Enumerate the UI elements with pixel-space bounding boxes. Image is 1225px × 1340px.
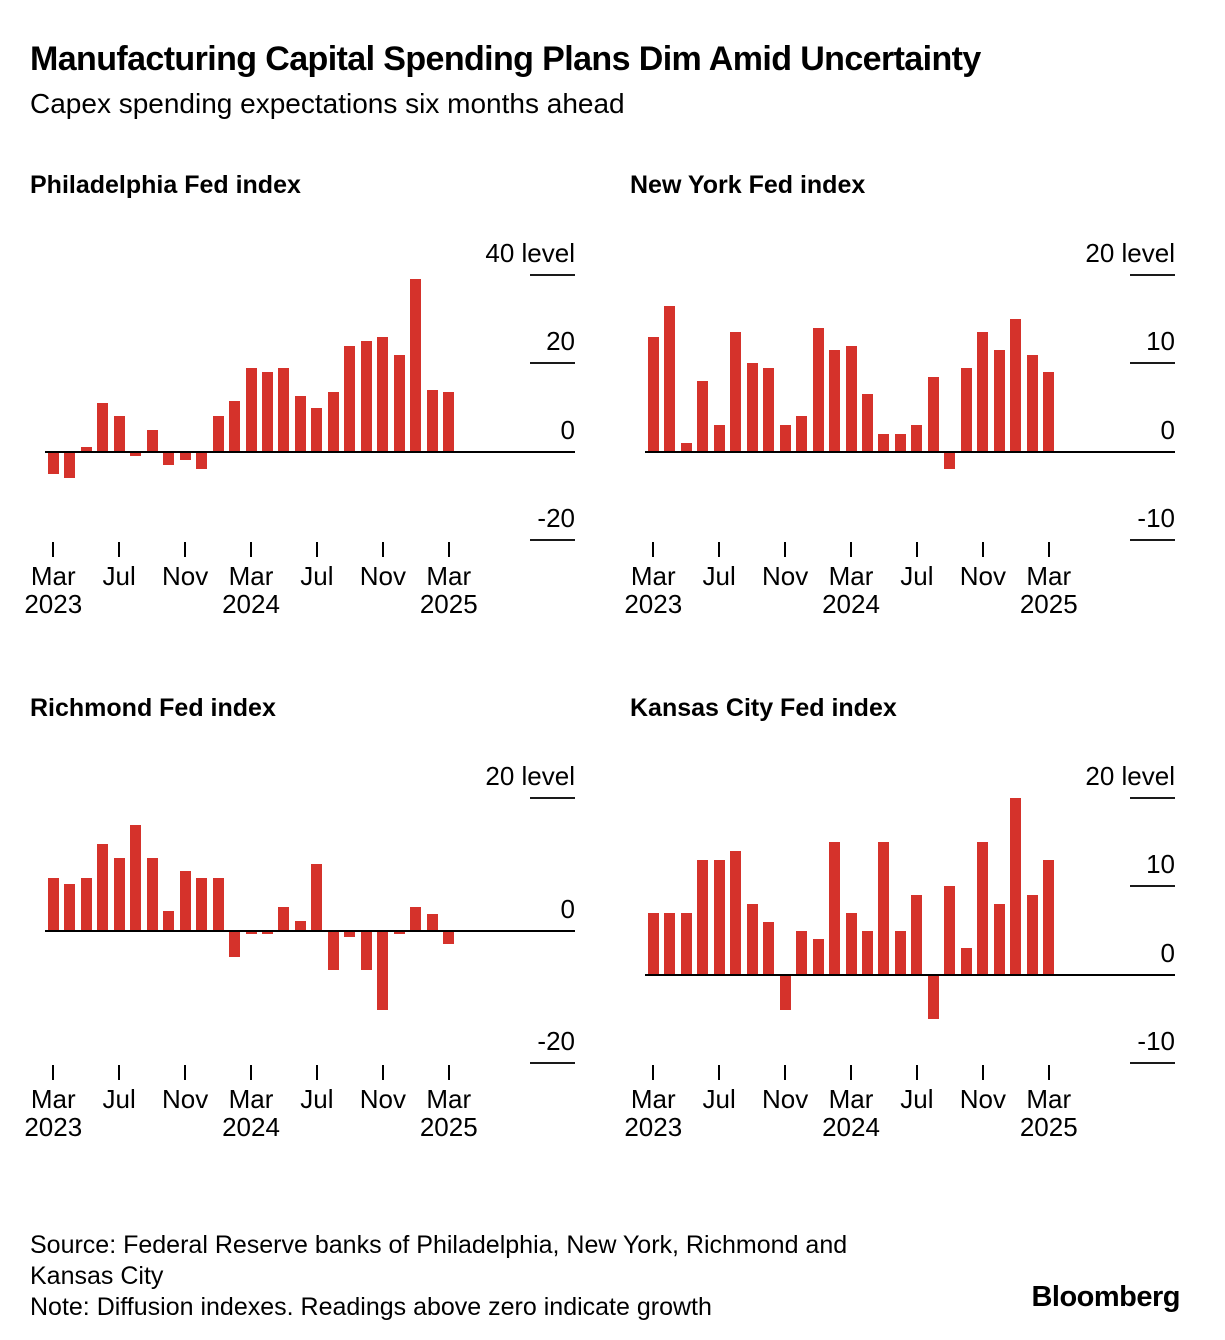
richmond-plot-area [24,761,575,1142]
bar-sep-2023 [147,430,158,452]
x-axis-label-month: Mar [426,1084,472,1114]
source-line-1: Source: Federal Reserve banks of Philadelphia, New York, Richmond and [30,1231,848,1259]
bar-jan-2025 [1010,798,1021,975]
x-axis-tick [250,542,252,557]
bar-mar-2023 [48,452,59,474]
x-axis-label-year: 2024 [222,1112,280,1142]
x-axis-label-month: Jul [102,561,136,591]
bar-nov-2023 [180,871,191,931]
bar-feb-2025 [427,914,438,931]
bar-sep-2024 [344,346,355,452]
page-subtitle: Capex spending expectations six months ahead [30,88,625,119]
bar-dec-2023 [796,416,807,451]
bar-jun-2024 [895,434,906,452]
bar-oct-2023 [163,452,174,465]
x-axis-label-month: Mar [630,1084,676,1114]
x-axis-label-month: Mar [828,561,874,591]
x-axis-tick [652,1065,654,1080]
bar-mar-2025 [1043,372,1054,452]
bar-sep-2024 [944,452,955,470]
x-axis-label-month: Jul [300,1084,334,1114]
x-axis-label-month: Nov [959,561,1006,591]
bar-apr-2023 [664,306,675,452]
bar-apr-2024 [862,394,873,451]
x-axis-label-month: Mar [228,1084,274,1114]
y-axis-label: -10 [1137,503,1175,533]
bar-nov-2023 [180,452,191,461]
bar-feb-2025 [1027,895,1038,975]
x-axis-label-month: Mar [426,561,472,591]
y-gridline-dash [530,797,575,799]
bar-mar-2025 [1043,860,1054,975]
bar-jul-2023 [114,416,125,451]
bar-sep-2023 [747,363,758,451]
x-axis-label-year: 2025 [1019,589,1078,619]
bar-jan-2025 [410,907,421,930]
x-axis-tick [448,1065,450,1080]
bar-apr-2023 [664,913,675,975]
y-axis-label: 10 [1146,849,1175,880]
y-gridline-dash [530,1062,575,1064]
bar-dec-2024 [394,355,405,452]
bar-oct-2024 [361,931,372,971]
bar-jul-2024 [311,864,322,930]
y-axis-label: 0 [1160,414,1175,445]
kansas-city-plot-area [624,761,1175,1142]
bar-mar-2025 [443,392,454,452]
y-axis-label: 0 [560,893,575,924]
y-gridline-dash [1130,797,1175,799]
bar-jul-2023 [714,860,725,975]
bar-mar-2024 [846,913,857,975]
x-axis-tick [316,542,318,557]
x-axis-tick [52,1065,54,1080]
bar-aug-2024 [328,392,339,452]
x-axis-label-month: Jul [702,561,736,591]
bar-jan-2024 [213,416,224,451]
bar-jul-2023 [114,858,125,931]
y-axis-label: 20 [546,326,575,357]
bar-aug-2024 [328,931,339,971]
x-axis-tick [784,1065,786,1080]
x-axis-label-month: Nov [359,561,406,591]
x-axis-label-year: 2023 [24,589,83,619]
bar-nov-2024 [377,931,388,1011]
x-axis-label-year: 2024 [822,589,880,619]
x-axis-label-year: 2025 [1019,1112,1078,1142]
y-gridline-dash [1130,274,1175,276]
x-axis-label-month: Mar [1026,561,1072,591]
x-axis-label-month: Mar [1026,1084,1072,1114]
bar-mar-2024 [846,346,857,452]
bar-may-2023 [81,878,92,931]
x-axis-label-month: Nov [761,1084,809,1114]
bar-mar-2024 [246,368,257,452]
x-axis-tick [448,542,450,557]
bar-mar-2023 [648,337,659,452]
y-axis-label: -20 [537,503,575,533]
y-gridline-dash [530,362,575,364]
zero-axis-line [45,451,575,453]
bar-aug-2024 [928,975,939,1019]
bar-oct-2023 [763,922,774,975]
bar-may-2024 [278,907,289,930]
y-axis-label: 0 [560,414,575,445]
y-gridline-dash [1130,885,1175,887]
x-axis-label-month: Mar [30,1084,76,1114]
x-axis-tick [1048,1065,1050,1080]
x-axis-tick [316,1065,318,1080]
x-axis-tick [982,1065,984,1080]
x-axis-label-month: Jul [900,1084,934,1114]
bar-feb-2025 [1027,355,1038,452]
x-axis-tick [982,542,984,557]
x-axis-label-year: 2024 [822,1112,880,1142]
bar-may-2024 [878,434,889,452]
bar-oct-2023 [163,911,174,931]
bloomberg-logo: Bloomberg [1031,1281,1180,1313]
bar-dec-2023 [196,452,207,470]
y-axis-label: 20 level [1085,761,1175,791]
bar-jul-2023 [714,425,725,452]
x-axis-tick [916,542,918,557]
bar-mar-2025 [443,931,454,944]
page-title: Manufacturing Capital Spending Plans Dim Amid Uncertainty [30,40,981,78]
bar-may-2024 [878,842,889,975]
y-gridline-dash [530,274,575,276]
bar-nov-2023 [780,425,791,452]
y-axis-label: 0 [1160,937,1175,968]
bar-sep-2023 [147,858,158,931]
x-axis-tick [184,542,186,557]
bar-oct-2024 [961,368,972,452]
bar-jun-2023 [697,381,708,452]
x-axis-tick [784,542,786,557]
x-axis-tick [850,542,852,557]
bar-dec-2023 [796,931,807,975]
x-axis-tick [118,1065,120,1080]
x-axis-tick [718,1065,720,1080]
bar-jan-2024 [213,878,224,931]
bar-apr-2024 [862,931,873,975]
bar-oct-2024 [361,341,372,451]
bar-apr-2023 [64,884,75,930]
new-york-plot-area [624,238,1175,619]
bar-feb-2025 [427,390,438,452]
chart-panel-kansas-city-fed [620,688,1205,1158]
bar-aug-2023 [730,851,741,975]
x-axis-tick [184,1065,186,1080]
y-axis-label: -20 [537,1026,575,1056]
x-axis-label-month: Nov [761,561,809,591]
bar-dec-2023 [196,878,207,931]
y-gridline-dash [530,539,575,541]
bar-nov-2024 [977,842,988,975]
y-axis-label: 40 level [485,238,575,268]
y-axis-label: 20 level [485,761,575,791]
chart-title-kansas-city: Kansas City Fed index [630,694,897,722]
bar-jun-2024 [895,931,906,975]
x-axis-label-year: 2024 [222,589,280,619]
x-axis-label-year: 2023 [624,1112,683,1142]
bar-oct-2023 [763,368,774,452]
x-axis-tick [382,542,384,557]
bar-may-2024 [278,368,289,452]
x-axis-label-year: 2023 [624,589,683,619]
y-gridline-dash [1130,1062,1175,1064]
bar-jun-2023 [97,844,108,930]
bar-mar-2023 [48,878,59,931]
bar-feb-2024 [829,842,840,975]
bar-sep-2024 [944,886,955,974]
bar-aug-2023 [730,332,741,451]
bar-apr-2023 [64,452,75,479]
bar-sep-2023 [747,904,758,975]
x-axis-tick [52,542,54,557]
x-axis-label-year: 2025 [419,589,478,619]
x-axis-label-month: Nov [359,1084,406,1114]
bar-jan-2025 [1010,319,1021,452]
zero-axis-line [645,451,1175,453]
bar-oct-2024 [961,948,972,975]
x-axis-tick [118,542,120,557]
bar-feb-2024 [229,401,240,452]
y-gridline-dash [1130,539,1175,541]
x-axis-label-month: Jul [900,561,934,591]
x-axis-label-year: 2025 [419,1112,478,1142]
bar-may-2023 [681,913,692,975]
philadelphia-plot-area [24,238,575,619]
chart-panel-new-york-fed [620,165,1205,635]
bar-feb-2024 [229,931,240,958]
bar-aug-2024 [928,377,939,452]
zero-axis-line [645,974,1175,976]
bar-jun-2024 [295,396,306,451]
bar-jun-2023 [97,403,108,452]
bar-apr-2024 [262,372,273,452]
x-axis-label-month: Mar [828,1084,874,1114]
x-axis-label-month: Nov [161,1084,209,1114]
bar-nov-2023 [780,975,791,1010]
bar-jan-2024 [813,328,824,452]
x-axis-tick [916,1065,918,1080]
bar-aug-2023 [130,825,141,931]
bar-jul-2024 [911,895,922,975]
zero-axis-line [45,930,575,932]
x-axis-label-month: Mar [30,561,76,591]
chart-title-philadelphia: Philadelphia Fed index [30,171,301,199]
bar-nov-2024 [377,337,388,452]
x-axis-label-month: Nov [959,1084,1006,1114]
bar-jul-2024 [911,425,922,452]
y-axis-label: -10 [1137,1026,1175,1056]
x-axis-label-month: Mar [228,561,274,591]
y-axis-label: 10 [1146,326,1175,357]
bar-dec-2024 [994,350,1005,452]
bar-dec-2024 [994,904,1005,975]
x-axis-label-month: Jul [300,561,334,591]
bar-jan-2025 [410,279,421,451]
note-line: Note: Diffusion indexes. Readings above zero indicate growth [30,1293,712,1321]
chart-title-new-york: New York Fed index [630,171,866,199]
x-axis-tick [718,542,720,557]
x-axis-tick [382,1065,384,1080]
chart-panel-richmond-fed [20,688,605,1158]
y-gridline-dash [1130,362,1175,364]
chart-title-richmond: Richmond Fed index [30,694,276,722]
footer [30,1230,847,1323]
x-axis-label-month: Nov [161,561,209,591]
x-axis-tick [250,1065,252,1080]
bar-mar-2023 [648,913,659,975]
x-axis-tick [850,1065,852,1080]
x-axis-label-month: Mar [630,561,676,591]
y-axis-label: 20 level [1085,238,1175,268]
bar-jan-2024 [813,939,824,974]
x-axis-label-month: Jul [702,1084,736,1114]
source-line-2: Kansas City [30,1262,164,1290]
bar-jul-2024 [311,408,322,452]
bar-feb-2024 [829,350,840,452]
bar-nov-2024 [977,332,988,451]
x-axis-label-year: 2023 [24,1112,83,1142]
bar-jun-2023 [697,860,708,975]
x-axis-tick [652,542,654,557]
x-axis-label-month: Jul [102,1084,136,1114]
chart-panel-philadelphia-fed [20,165,605,635]
x-axis-tick [1048,542,1050,557]
